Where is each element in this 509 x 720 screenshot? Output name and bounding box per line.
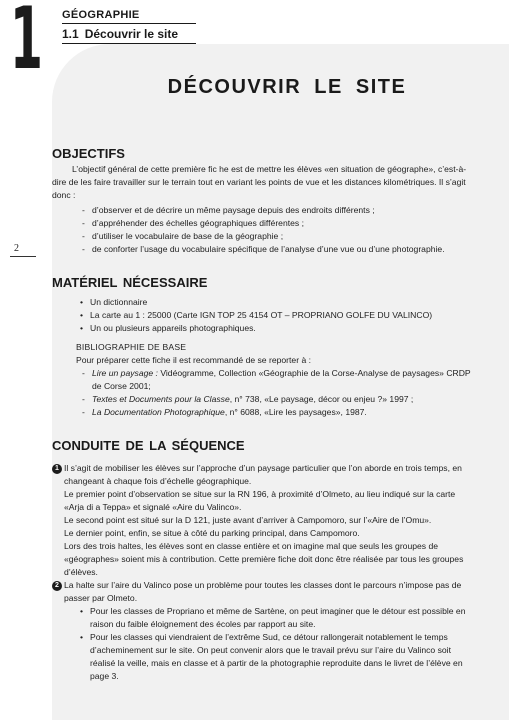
subsection-number: 1.1: [62, 27, 79, 41]
biblio-list: [82, 367, 472, 419]
subsection-rule: [62, 43, 196, 44]
list-item: • Un ou plusieurs appareils photographiques.: [80, 322, 472, 335]
main-title: DÉCOUVRIR LE SITE: [167, 76, 407, 98]
biblio-detail: Vidéogramme, Collection «Géographie de la Corse-Analyse de paysages» CRDP de Corse 2001;: [92, 368, 471, 391]
biblio-title-text: Lire un paysage :: [92, 368, 158, 378]
section-rule: [62, 23, 196, 24]
page-number: 2: [14, 243, 19, 254]
step-2-lead: La halte sur l’aire du Valinco pose un problème pour toutes les classes dont le parcours n’impose pas de passer par Olmeto.: [64, 580, 462, 603]
materiel-list: [80, 296, 472, 335]
biblio-intro: Pour préparer cette fiche il est recommandé de se reporter à :: [76, 355, 312, 365]
biblio-detail: , n° 6088, «Lire les paysages», 1987.: [224, 407, 367, 417]
step-2-marker: 2: [52, 581, 62, 591]
list-item: • Pour les classes qui viendraient de l’extrême Sud, ce détour rallongerait notablement le temps d’acheminement sur le site. On peut convenir alors que le travail prévu sur l’aire du Valinco soit réalisé la veille, mais en classe et à partir de la photographie reproduite dans le livret de l’élève en page 3.: [80, 631, 472, 683]
page-number-rule: [10, 256, 36, 257]
list-item: • Pour les classes de Propriano et même de Sartène, on peut imaginer que le détour est possible en raison du faible éloignement des écoles par rapport au site.: [80, 605, 472, 631]
objectifs-intro: L’objectif général de cette première fic he est de mettre les élèves «en situation de géographe», c’est-à-dire de les faire travailler sur le terrain tout en variant les points de vue et les distances kilométriques. Il s’agit donc :: [52, 164, 467, 200]
biblio-title: BIBLIOGRAPHIE DE BASE: [76, 342, 187, 352]
step-1-para: Le premier point d’observation se situe sur la RN 196, à proximité d’Olmeto, au lieu indiqué sur la carte «Arja di a Teppa» et signalé «Aire du Valinco».: [64, 489, 456, 512]
list-item: - d’utiliser le vocabulaire de base de la géographie ;: [82, 230, 472, 243]
step-1-para: Lors des trois haltes, les élèves sont en classe entière et on imagine mal que seuls les groupes de «géographes» soient mis à contribution. Cette première fiche doit donc être réalisée par tous les groupes d’élèves.: [64, 541, 464, 577]
list-item: [82, 406, 472, 419]
list-item: [82, 393, 472, 406]
biblio-detail: , n° 738, «Le paysage, décor ou enjeu ?» 1997 ;: [229, 394, 414, 404]
objectifs-heading: OBJECTIFS: [52, 146, 125, 161]
subsection-label: Découvrir le site: [84, 27, 179, 41]
conduite-heading: CONDUITE DE LA SÉQUENCE: [52, 438, 245, 453]
step-1-para: Le second point est situé sur la D 121, juste avant d’arriver à Campomoro, sur l’«Aire de l’Omu».: [64, 515, 432, 525]
materiel-heading: MATÉRIEL NÉCESSAIRE: [52, 275, 208, 290]
biblio-title-text: Textes et Documents pour la Classe: [92, 394, 230, 404]
step-1-para: Le dernier point, enfin, se situe à côté du parking principal, dans Campomoro.: [64, 528, 360, 538]
materiel-block: [52, 296, 472, 419]
step-1-lead: [64, 462, 472, 488]
list-item: - de conforter l’usage du vocabulaire spécifique de l’analyse d’une vue ou d’une photographie.: [82, 243, 472, 256]
list-item: [82, 367, 472, 393]
section-title: GÉOGRAPHIE: [62, 9, 140, 21]
list-item: - d’appréhender des échelles géographiques différentes ;: [82, 217, 472, 230]
list-item: - d’observer et de décrire un même paysage depuis des endroits différents ;: [82, 204, 472, 217]
subsection-title: [62, 27, 178, 41]
step-2-block: [64, 579, 472, 683]
step-1-lead-text: Il s’agit de mobiliser les élèves sur l’approche d’un paysage particulier que l’on aborde en trois temps, en changeant à chaque fois d’échelle géographique.: [64, 463, 462, 486]
biblio-title-text: La Documentation Photographique: [92, 407, 225, 417]
objectifs-block: [52, 163, 472, 256]
objectifs-list: [82, 204, 472, 256]
chapter-number: 1: [10, 0, 43, 89]
list-item: • Un dictionnaire: [80, 296, 472, 309]
step-1-marker: 1: [52, 464, 62, 474]
step-1-block: [64, 462, 472, 579]
list-item: • La carte au 1 : 25000 (Carte IGN TOP 25 4154 OT – PROPRIANO GOLFE DU VALINCO): [80, 309, 472, 322]
step-2-list: [80, 605, 472, 683]
